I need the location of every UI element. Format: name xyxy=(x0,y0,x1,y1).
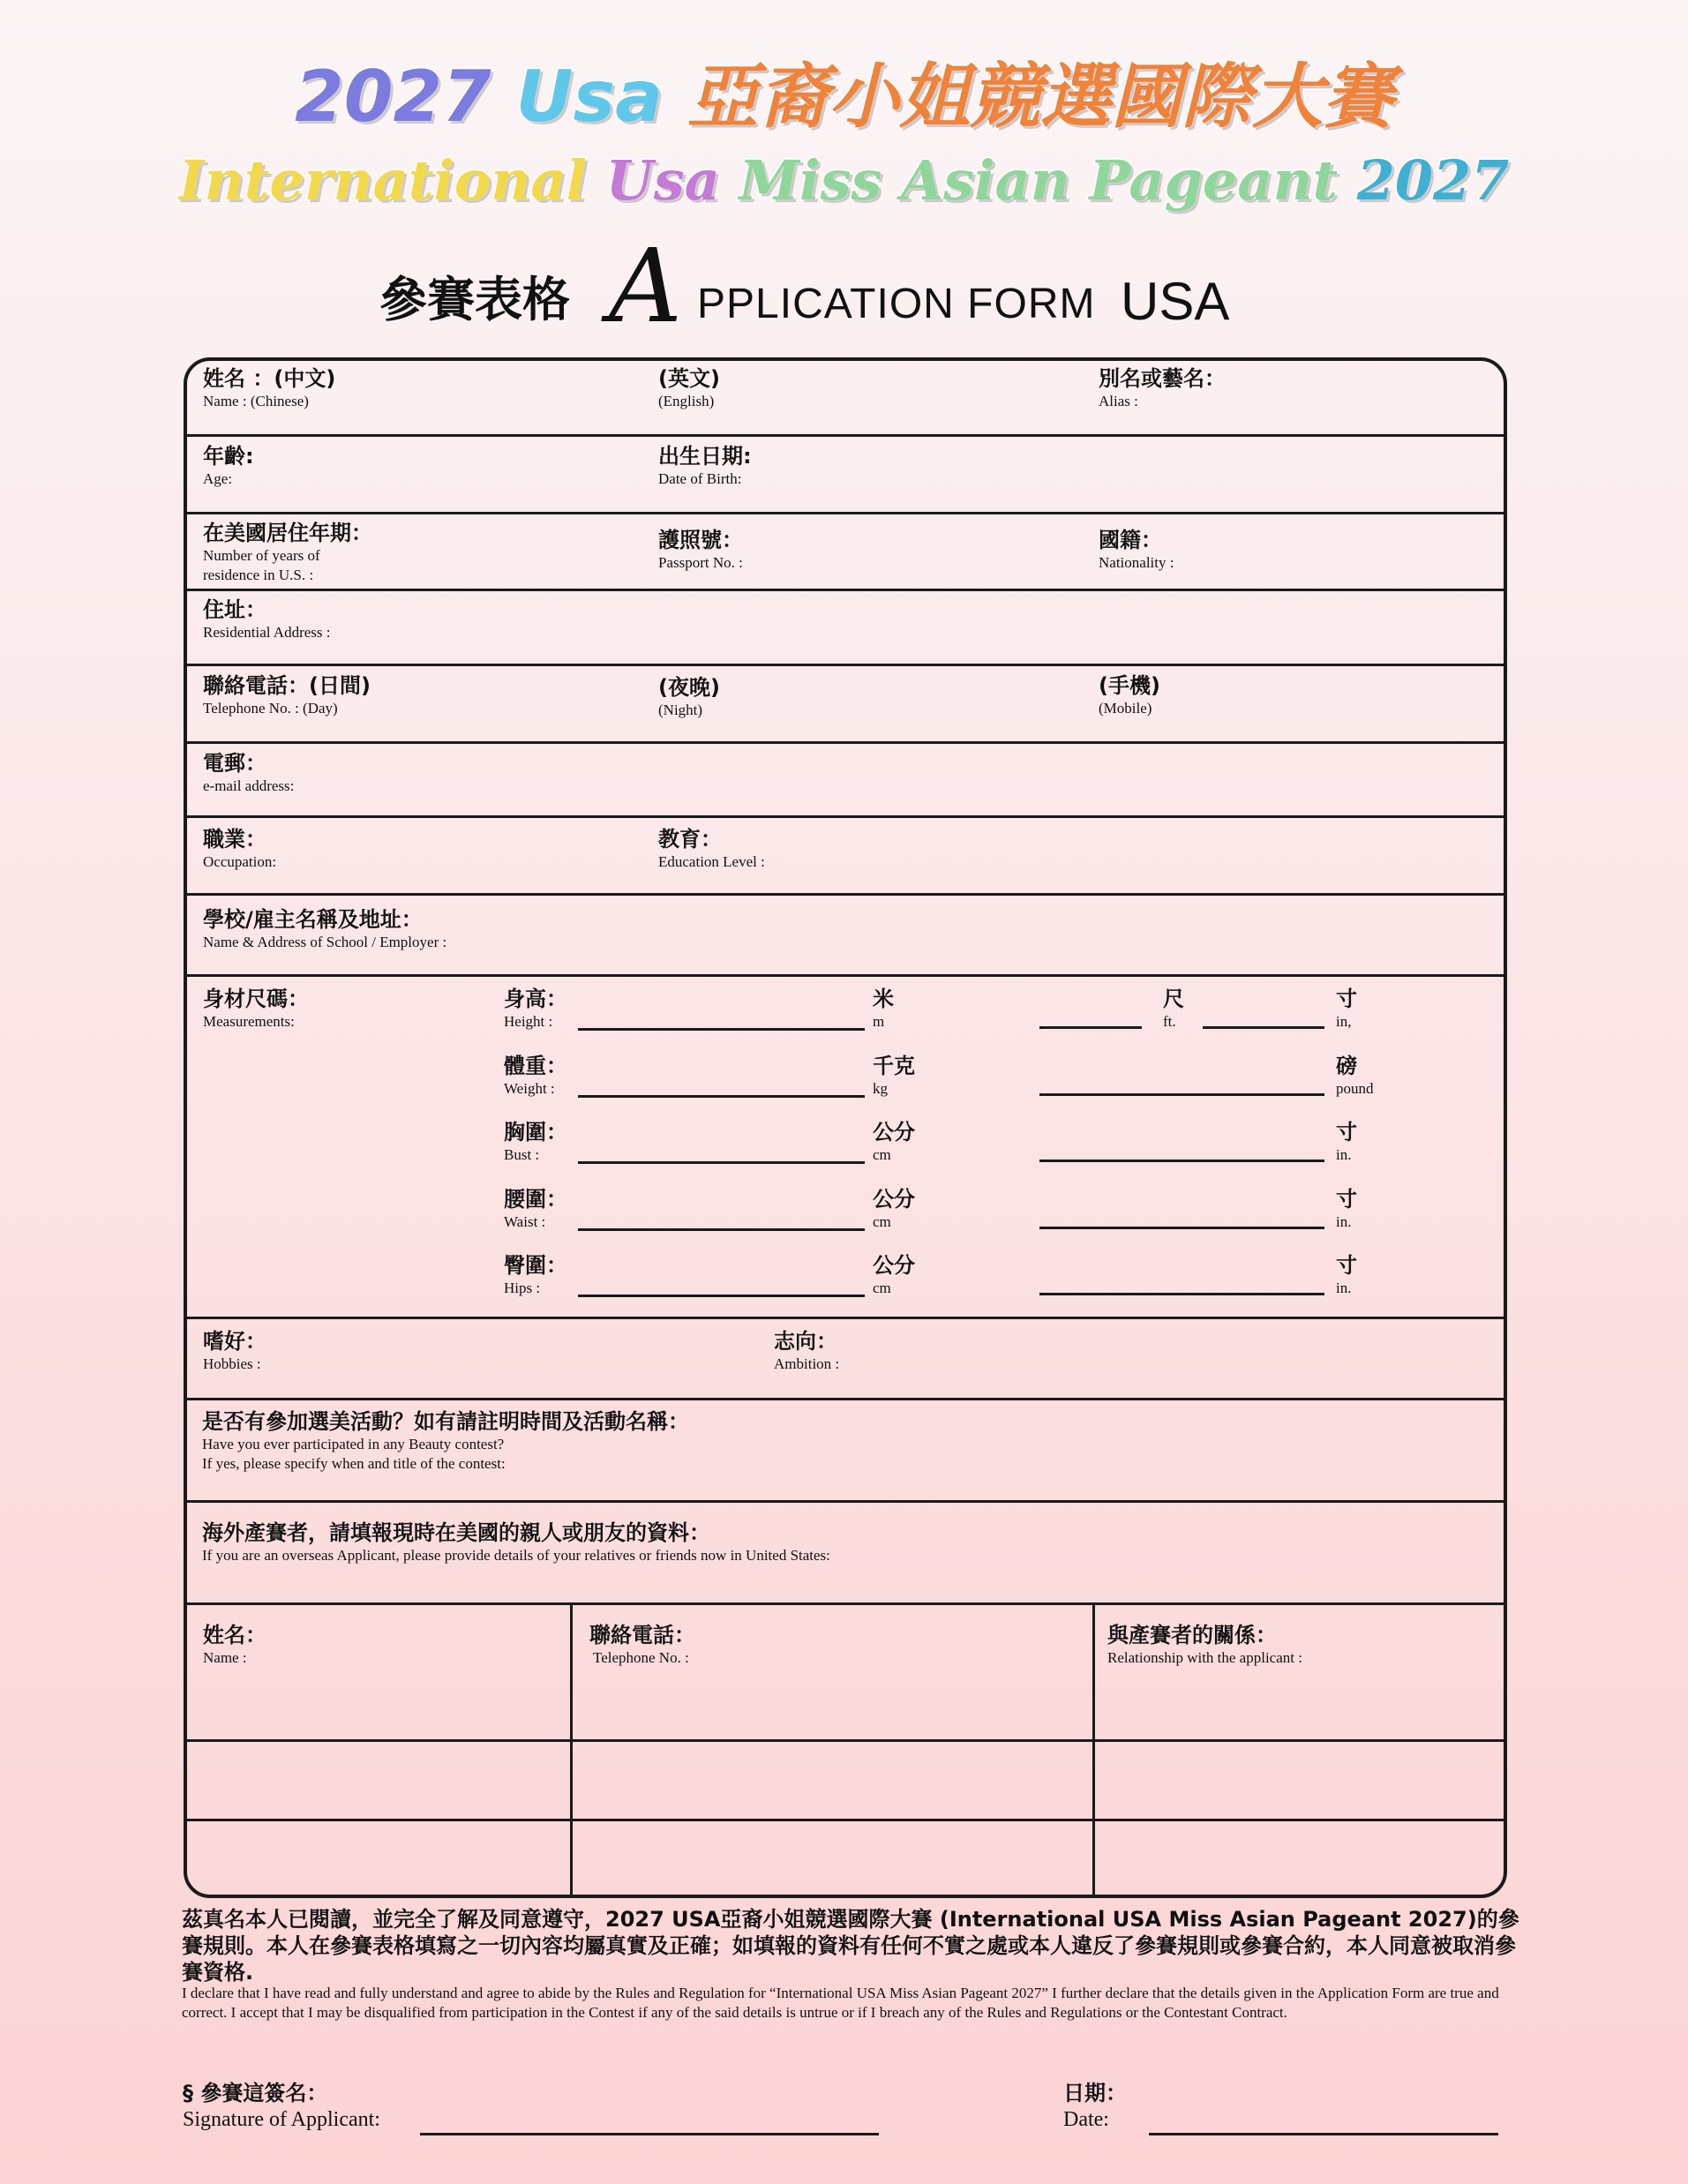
field-school-employer[interactable]: 學校/雇主名稱及地址： Name & Address of School / Employer : xyxy=(203,907,447,950)
bust-cm-blank[interactable] xyxy=(578,1161,865,1164)
field-age[interactable]: 年齡: Age: xyxy=(203,444,254,487)
declaration-chinese: 茲真名本人已閱讀，並完全了解及同意遵守，2027 USA亞裔小姐競選國際大賽 (International USA Miss Asian Pageant 2027)的參賽規則。本人在參賽表格填寫之一切內容均屬真實及正確；如填報的資料有任何不實之處或本人違反了參賽規則或參賽合約，本人同意被取消參賽資格. xyxy=(182,1907,1519,1985)
title-line1-part-1: Usa xyxy=(515,56,687,138)
relative-telephone-header: 聯絡電話： Telephone No. : xyxy=(589,1623,695,1666)
cm-unit: 公分 cm xyxy=(873,1120,915,1163)
row-divider xyxy=(184,741,1507,744)
row-divider xyxy=(184,664,1507,666)
bust-inch-blank[interactable] xyxy=(1039,1160,1324,1162)
pageant-title-chinese xyxy=(0,49,1688,146)
field-address[interactable]: 住址： Residential Address : xyxy=(203,597,331,641)
weight-label: 體重： Weight : xyxy=(504,1054,567,1097)
bust-label: 胸圍： Bust : xyxy=(504,1120,567,1163)
date-line[interactable] xyxy=(1149,2133,1498,2135)
field-date-of-birth[interactable]: 出生日期: Date of Birth: xyxy=(658,444,752,487)
row-divider xyxy=(184,512,1507,514)
row-divider xyxy=(184,1739,1507,1742)
kg-unit: 千克 kg xyxy=(873,1054,915,1097)
weight-pound-blank[interactable] xyxy=(1039,1093,1324,1096)
inch-unit: 寸 in. xyxy=(1336,1120,1357,1163)
field-years-in-us[interactable]: 在美國居住年期： Number of years of residence in U.S. : xyxy=(203,521,372,583)
field-passport[interactable]: 護照號： Passport No. : xyxy=(658,528,743,571)
row-divider xyxy=(184,815,1507,818)
title-line2-part-3: 2027 xyxy=(1356,148,1510,213)
signature-label: § 參賽這簽名： Signature of Applicant: xyxy=(183,2081,380,2131)
form-title-initial: A xyxy=(609,228,683,346)
declaration-english: I declare that I have read and fully understand and agree to abide by the Rules and Regulation for “International USA Miss Asian Pageant 2027” I further declare that the details given in the Application Form are true and correct. I accept that I may be disqualified from participation in the Contest if any of the said details is untrue or if I breach any of the Rules and Regulations or the Contestant Contract. xyxy=(182,1985,1499,2021)
field-telephone-mobile[interactable]: (手機) (Mobile) xyxy=(1099,673,1160,717)
form-title-chinese: 參賽表格 xyxy=(379,272,570,327)
title-line2-part-2: Miss Asian Pageant xyxy=(739,148,1357,213)
signature-line[interactable] xyxy=(420,2133,879,2135)
title-line2-part-1: Usa xyxy=(605,148,739,213)
row-divider xyxy=(184,1819,1507,1821)
inch-unit: 寸 in. xyxy=(1336,1187,1357,1230)
pound-unit: 磅 pound xyxy=(1336,1054,1374,1097)
hips-cm-blank[interactable] xyxy=(578,1295,865,1297)
field-telephone-day[interactable]: 聯絡電話：(日間) Telephone No. : (Day) xyxy=(203,673,371,717)
column-divider xyxy=(1092,1602,1095,1896)
height-meters-blank[interactable] xyxy=(578,1028,865,1031)
column-divider xyxy=(570,1602,573,1896)
field-telephone-night[interactable]: (夜晚) (Night) xyxy=(658,675,720,718)
title-line1-part-0: 2027 xyxy=(295,56,516,138)
field-name-english[interactable]: (英文) (English) xyxy=(658,366,720,409)
height-feet-blank[interactable] xyxy=(1039,1026,1142,1029)
measurements-label: 身材尺碼： Measurements: xyxy=(203,987,309,1030)
row-divider xyxy=(184,974,1507,977)
form-title-english: PPLICATION FORM xyxy=(697,281,1096,327)
waist-label: 腰圍： Waist : xyxy=(504,1187,567,1230)
meters-unit: 米 m xyxy=(873,987,894,1030)
inches-unit: 寸 in, xyxy=(1336,987,1357,1030)
row-divider xyxy=(184,1500,1507,1503)
field-beauty-contest[interactable]: 是否有參加選美活動？如有請註明時間及活動名稱： Have you ever participated in any Beauty contest? If yes, please specify when and title of the contest: xyxy=(202,1409,689,1472)
hips-label: 臀圍： Hips : xyxy=(504,1253,567,1296)
weight-kg-blank[interactable] xyxy=(578,1095,865,1098)
row-divider xyxy=(184,589,1507,591)
field-nationality[interactable]: 國籍： Nationality : xyxy=(1099,528,1174,571)
cm-unit: 公分 cm xyxy=(873,1253,915,1296)
relative-name-header: 姓名： Name : xyxy=(203,1623,266,1666)
feet-unit: 尺 ft. xyxy=(1163,987,1184,1030)
inch-unit: 寸 in. xyxy=(1336,1253,1357,1296)
height-label: 身高： Height : xyxy=(504,987,567,1030)
relative-relationship-header: 與產賽者的關係： Relationship with the applicant : xyxy=(1107,1623,1302,1666)
title-line1-part-2: 亞裔小姐競選國際大賽 xyxy=(686,56,1393,138)
cm-unit: 公分 cm xyxy=(873,1187,915,1230)
waist-cm-blank[interactable] xyxy=(578,1228,865,1231)
field-occupation[interactable]: 職業： Occupation: xyxy=(203,827,277,870)
field-email[interactable]: 電郵： e-mail address: xyxy=(203,751,295,794)
pageant-title-english xyxy=(0,141,1688,221)
row-divider xyxy=(184,434,1507,437)
title-line2-part-0: International xyxy=(178,148,606,213)
form-title-country: USA xyxy=(1121,272,1230,331)
row-divider xyxy=(184,1602,1507,1605)
date-label: 日期： Date: xyxy=(1063,2081,1127,2131)
row-divider xyxy=(184,1398,1507,1400)
overseas-applicant-section: 海外產賽者，請填報現時在美國的親人或朋友的資料： If you are an overseas Applicant, please provide details of your relatives or friends now in United States: xyxy=(202,1520,830,1564)
field-education[interactable]: 教育： Education Level : xyxy=(658,827,765,870)
field-ambition[interactable]: 志向： Ambition : xyxy=(774,1329,840,1372)
hips-inch-blank[interactable] xyxy=(1039,1293,1324,1295)
height-inches-blank[interactable] xyxy=(1203,1026,1324,1029)
row-divider xyxy=(184,893,1507,896)
waist-inch-blank[interactable] xyxy=(1039,1227,1324,1229)
field-name-chinese[interactable]: 姓名 ：(中文) Name : (Chinese) xyxy=(203,366,336,409)
row-divider xyxy=(184,1317,1507,1319)
field-alias[interactable]: 別名或藝名： Alias : xyxy=(1099,366,1226,409)
field-hobbies[interactable]: 嗜好： Hobbies : xyxy=(203,1329,266,1372)
